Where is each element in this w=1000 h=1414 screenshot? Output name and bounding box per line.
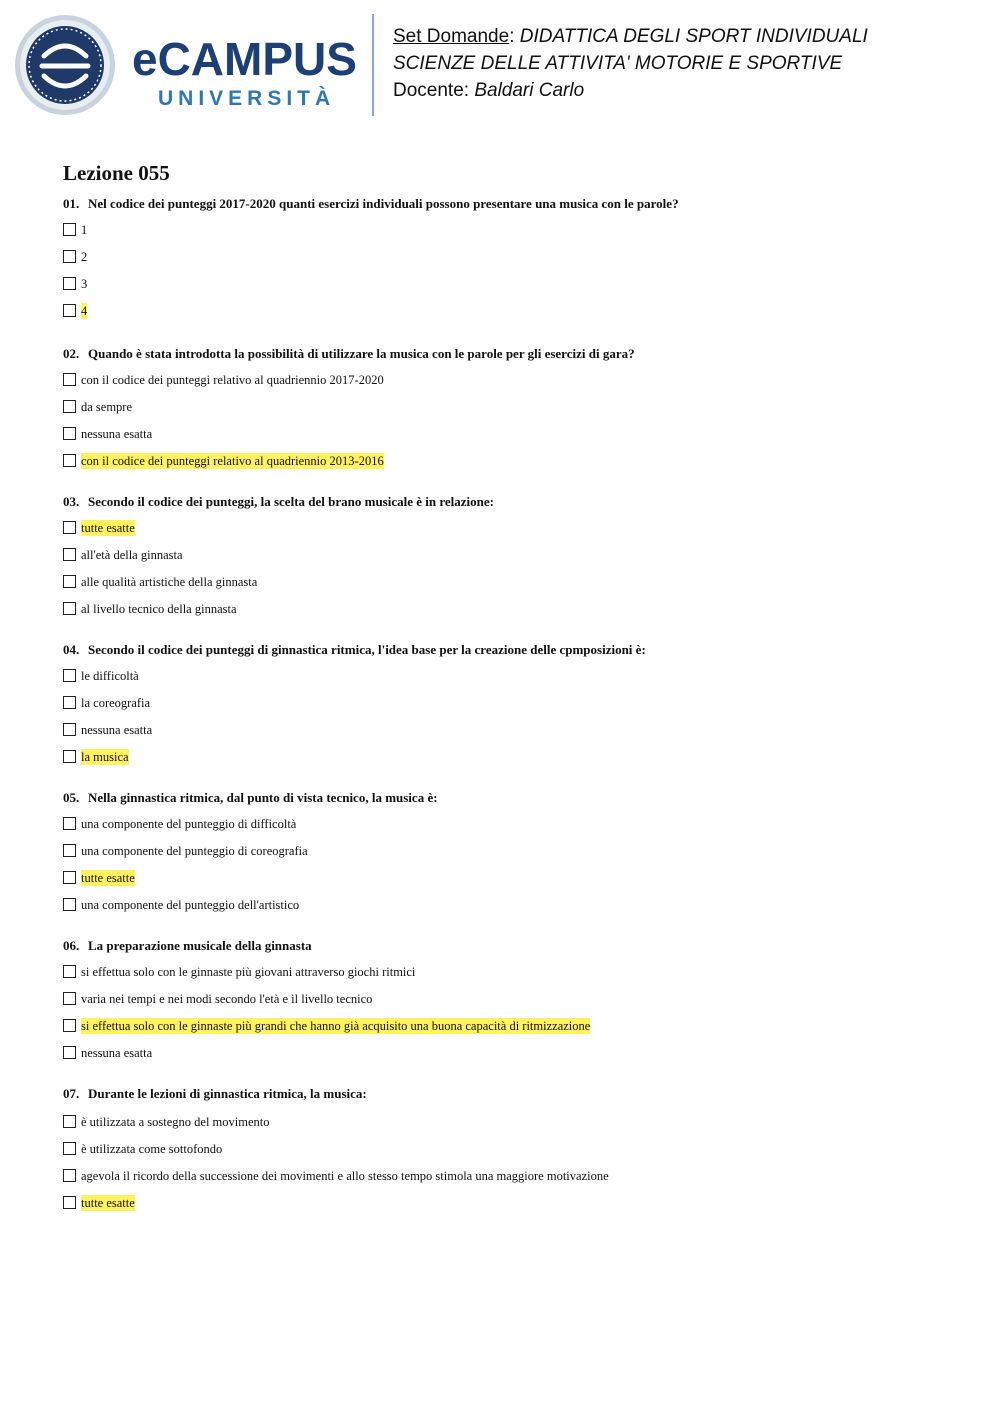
course-title-line: Set Domande: DIDATTICA DEGLI SPORT INDIVIDUALI: [393, 26, 868, 47]
answer-text: una componente del punteggio dell'artistico: [81, 898, 300, 912]
question-text: Secondo il codice dei punteggi, la scelta del brano musicale è in relazione:: [88, 494, 494, 509]
answer-checkbox[interactable]: [63, 750, 76, 763]
question-title: [63, 346, 963, 362]
question-block: [63, 642, 963, 765]
answer-text: agevola il ricordo della successione dei movimenti e allo stesso tempo stimola una maggiore motivazione: [81, 1169, 609, 1183]
answer-checkbox[interactable]: [63, 223, 76, 236]
answer-option[interactable]: [63, 843, 963, 859]
answer-text: nessuna esatta: [81, 427, 153, 441]
answer-checkbox[interactable]: [63, 844, 76, 857]
question-number: 04.: [63, 642, 80, 657]
answer-option[interactable]: [63, 964, 963, 980]
answer-option[interactable]: [63, 991, 963, 1007]
answer-option[interactable]: [63, 749, 963, 765]
answer-text: alle qualità artistiche della ginnasta: [81, 575, 258, 589]
answer-checkbox[interactable]: [63, 696, 76, 709]
question-title: [63, 1086, 963, 1102]
question-block: [63, 196, 963, 319]
answer-option[interactable]: [63, 1141, 963, 1157]
answer-checkbox[interactable]: [63, 454, 76, 467]
answer-checkbox[interactable]: [63, 1169, 76, 1182]
page-header: [0, 0, 1000, 130]
answer-text: 2: [81, 250, 88, 264]
degree-name: SCIENZE DELLE ATTIVITA' MOTORIE E SPORTIVE: [393, 53, 843, 74]
teacher-line: [393, 77, 868, 104]
answer-checkbox[interactable]: [63, 521, 76, 534]
answer-text: è utilizzata a sostegno del movimento: [81, 1115, 270, 1129]
question-title: [63, 642, 963, 658]
answer-checkbox[interactable]: [63, 1019, 76, 1032]
answer-text-highlighted: 4: [81, 304, 88, 318]
answer-option[interactable]: [63, 453, 963, 469]
question-number: 07.: [63, 1086, 80, 1101]
question-block: [63, 938, 963, 1061]
question-number: 05.: [63, 790, 80, 805]
answer-checkbox[interactable]: [63, 602, 76, 615]
answer-checkbox[interactable]: [63, 992, 76, 1005]
answer-text: nessuna esatta: [81, 723, 153, 737]
answer-option[interactable]: [63, 1114, 963, 1130]
answer-checkbox[interactable]: [63, 304, 76, 317]
answer-option[interactable]: [63, 222, 963, 238]
question-text: Quando è stata introdotta la possibilità di utilizzare la musica con le parole per gli esercizi di gara?: [88, 346, 635, 361]
answer-text-highlighted: con il codice dei punteggi relativo al quadriennio 2013-2016: [81, 454, 384, 468]
answer-text: all'età della ginnasta: [81, 548, 183, 562]
answer-checkbox[interactable]: [63, 871, 76, 884]
header-divider: [372, 14, 374, 116]
answer-checkbox[interactable]: [63, 817, 76, 830]
answer-text: varia nei tempi e nei modi secondo l'età e il livello tecnico: [81, 992, 373, 1006]
question-number: 06.: [63, 938, 80, 953]
answer-checkbox[interactable]: [63, 250, 76, 263]
set-label: Set Domande: [393, 26, 510, 47]
answer-option[interactable]: [63, 1168, 963, 1184]
answer-text: 1: [81, 223, 88, 237]
question-block: [63, 790, 963, 913]
answer-option[interactable]: [63, 1195, 963, 1211]
answer-option[interactable]: [63, 399, 963, 415]
teacher-label: Docente:: [393, 80, 470, 101]
lesson-title: Lezione 055: [63, 161, 170, 185]
answer-option[interactable]: [63, 695, 963, 711]
question-number: 02.: [63, 346, 80, 361]
teacher-name: Baldari Carlo: [474, 80, 585, 101]
answer-checkbox[interactable]: [63, 400, 76, 413]
answer-text: nessuna esatta: [81, 1046, 153, 1060]
logo-subtitle: UNIVERSITÀ: [158, 87, 336, 110]
answer-text: con il codice dei punteggi relativo al quadriennio 2017-2020: [81, 373, 384, 387]
degree-line: [393, 50, 868, 77]
question-block: [63, 346, 963, 469]
answer-option[interactable]: [63, 276, 963, 292]
answer-text: è utilizzata come sottofondo: [81, 1142, 223, 1156]
answer-text-highlighted: tutte esatte: [81, 1196, 135, 1210]
answer-option[interactable]: [63, 547, 963, 563]
answer-checkbox[interactable]: [63, 373, 76, 386]
answer-text-highlighted: tutte esatte: [81, 521, 135, 535]
question-block: [63, 494, 963, 617]
question-text: Nella ginnastica ritmica, dal punto di vista tecnico, la musica è:: [88, 790, 438, 805]
answer-option[interactable]: [63, 722, 963, 738]
question-title: [63, 494, 963, 510]
ecampus-emblem-icon: [14, 14, 116, 116]
question-number: 03.: [63, 494, 80, 509]
question-title: [63, 938, 963, 954]
answer-checkbox[interactable]: [63, 548, 76, 561]
answer-option[interactable]: [63, 303, 963, 319]
course-meta: [393, 23, 868, 104]
answer-text: al livello tecnico della ginnasta: [81, 602, 237, 616]
answer-checkbox[interactable]: [63, 1196, 76, 1209]
course-title: DIDATTICA DEGLI SPORT INDIVIDUALI: [519, 26, 868, 47]
answer-text: una componente del punteggio di difficoltà: [81, 817, 297, 831]
question-text: Nel codice dei punteggi 2017-2020 quanti esercizi individuali possono presentare una musica con le parole?: [88, 196, 679, 211]
answer-text-highlighted: la musica: [81, 750, 129, 764]
answer-checkbox[interactable]: [63, 723, 76, 736]
answer-option[interactable]: [63, 372, 963, 388]
answer-checkbox[interactable]: [63, 1046, 76, 1059]
answer-option[interactable]: [63, 897, 963, 913]
answer-text: una componente del punteggio di coreografia: [81, 844, 308, 858]
question-block: [63, 1086, 963, 1211]
answer-text: si effettua solo con le ginnaste più giovani attraverso giochi ritmici: [81, 965, 416, 979]
answer-option[interactable]: [63, 601, 963, 617]
answer-text: 3: [81, 277, 88, 291]
question-number: 01.: [63, 196, 80, 211]
answer-checkbox[interactable]: [63, 575, 76, 588]
answer-text: le difficoltà: [81, 669, 139, 683]
answer-option[interactable]: [63, 249, 963, 265]
answer-checkbox[interactable]: [63, 1115, 76, 1128]
answer-text-highlighted: si effettua solo con le ginnaste più grandi che hanno già acquisito una buona capacità di ritmizzazione: [81, 1019, 591, 1033]
answer-checkbox[interactable]: [63, 965, 76, 978]
answer-option[interactable]: [63, 668, 963, 684]
question-text: Durante le lezioni di ginnastica ritmica, la musica:: [88, 1086, 367, 1101]
answer-checkbox[interactable]: [63, 669, 76, 682]
answer-checkbox[interactable]: [63, 898, 76, 911]
answer-option[interactable]: [63, 520, 963, 536]
answer-option[interactable]: [63, 816, 963, 832]
question-title: [63, 196, 963, 212]
answer-text: la coreografia: [81, 696, 151, 710]
answer-text-highlighted: tutte esatte: [81, 871, 135, 885]
answer-option[interactable]: [63, 574, 963, 590]
question-title: [63, 790, 963, 806]
question-text: La preparazione musicale della ginnasta: [88, 938, 312, 953]
answer-option[interactable]: [63, 426, 963, 442]
answer-text: da sempre: [81, 400, 133, 414]
answer-option[interactable]: [63, 1018, 963, 1034]
answer-option[interactable]: [63, 1045, 963, 1061]
answer-option[interactable]: [63, 870, 963, 886]
answer-checkbox[interactable]: [63, 427, 76, 440]
question-text: Secondo il codice dei punteggi di ginnastica ritmica, l'idea base per la creazione delle cpmposizioni è:: [88, 642, 646, 657]
answer-checkbox[interactable]: [63, 1142, 76, 1155]
logo-wordmark: eCAMPUS: [132, 33, 357, 85]
answer-checkbox[interactable]: [63, 277, 76, 290]
